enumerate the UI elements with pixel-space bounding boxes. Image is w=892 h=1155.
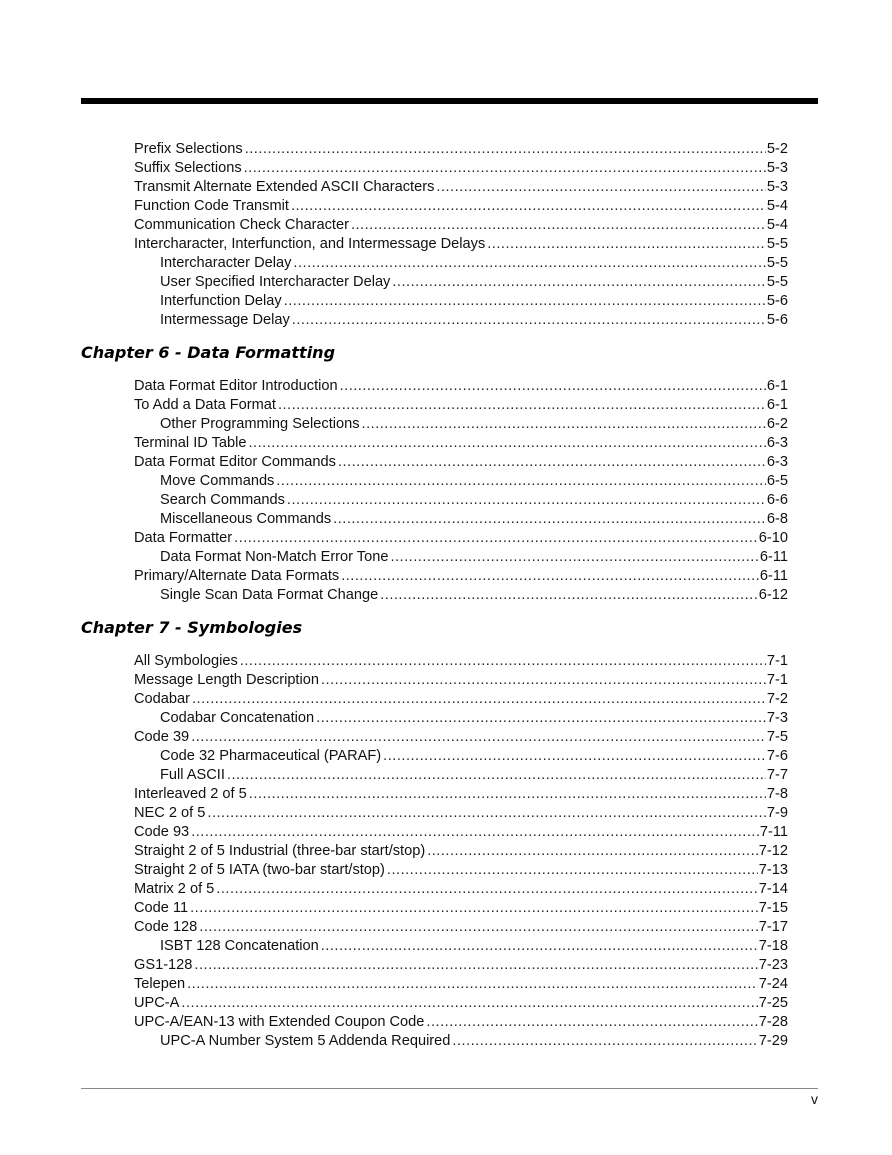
toc-entry-page: 7-5 [766,729,788,745]
toc-entry-page: 5-4 [766,217,788,233]
toc-entry[interactable] [81,292,788,311]
dot-leader [390,548,758,567]
toc-entry[interactable] [81,273,788,292]
toc-entry[interactable] [81,586,788,605]
toc-entry-title: GS1-128 [134,957,193,973]
dot-leader [341,567,759,586]
toc-entry-page: 7-6 [766,748,788,764]
toc-entry-page: 6-3 [766,454,788,470]
dot-leader [187,975,758,994]
toc-entry-title: Code 11 [134,900,189,916]
toc-entry-title: Codabar [134,691,190,707]
toc-entry[interactable] [81,690,788,709]
dot-leader [293,254,766,273]
toc-entry[interactable] [81,785,788,804]
toc-entry-title: Primary/Alternate Data Formats [134,568,340,584]
dot-leader [292,311,766,330]
toc-entry[interactable] [81,652,788,671]
toc-entry-page: 7-15 [758,900,788,916]
toc-entry[interactable] [81,254,788,273]
toc-entry-page: 5-2 [766,141,788,157]
toc-entry-title: Move Commands [160,473,275,489]
toc-entry-title: Prefix Selections [134,141,243,157]
toc-entry[interactable] [81,453,788,472]
toc-entry-page: 7-18 [758,938,788,954]
toc-entry[interactable] [81,918,788,937]
toc-entry[interactable] [81,956,788,975]
toc-entry-page: 5-6 [766,312,788,328]
toc-entry[interactable] [81,197,788,216]
dot-leader [427,842,758,861]
toc-entry-page: 7-23 [758,957,788,973]
dot-leader [387,861,758,880]
toc-entry-title: Telepen [134,976,186,992]
toc-entry-page: 6-5 [766,473,788,489]
toc-entry-title: Interfunction Delay [160,293,282,309]
toc-entry[interactable] [81,671,788,690]
toc-entry-page: 5-6 [766,293,788,309]
toc-entry-title: Code 93 [134,824,190,840]
toc-section [81,140,788,330]
toc-entry-title: All Symbologies [134,653,238,669]
toc-entry[interactable] [81,548,788,567]
toc-entry-page: 7-1 [766,672,788,688]
toc-entry[interactable] [81,861,788,880]
toc-entry[interactable] [81,510,788,529]
toc-entry[interactable] [81,216,788,235]
dot-leader [383,747,766,766]
toc-entry-title: Transmit Alternate Extended ASCII Characters [134,179,435,195]
dot-leader [487,235,766,254]
toc-entry-page: 6-1 [766,397,788,413]
dot-leader [284,292,766,311]
dot-leader [351,216,766,235]
dot-leader [340,377,766,396]
toc-entry-title: Interleaved 2 of 5 [134,786,247,802]
toc-entry-page: 7-2 [766,691,788,707]
dot-leader [234,529,758,548]
toc-entry-title: Terminal ID Table [134,435,247,451]
toc-entry[interactable] [81,804,788,823]
footer-rule [81,1088,818,1089]
toc-entry-page: 7-7 [766,767,788,783]
toc-entry-page: 6-2 [766,416,788,432]
toc-entry[interactable] [81,994,788,1013]
toc-entry-title: Miscellaneous Commands [160,511,332,527]
toc-entry[interactable] [81,842,788,861]
dot-leader [240,652,766,671]
toc-entry-page: 7-9 [766,805,788,821]
dot-leader [380,586,758,605]
toc-entry-title: Single Scan Data Format Change [160,587,379,603]
toc-entry-page: 6-12 [758,587,788,603]
toc-entry-title: Codabar Concatenation [160,710,315,726]
dot-leader [192,690,766,709]
toc-entry[interactable] [81,529,788,548]
dot-leader [316,709,766,728]
toc-entry[interactable] [81,311,788,330]
toc-entry-page: 7-12 [758,843,788,859]
toc-entry-title: Code 39 [134,729,190,745]
toc-entry-title: Data Formatter [134,530,233,546]
toc-entry-page: 6-6 [766,492,788,508]
dot-leader [321,937,758,956]
dot-leader [249,785,766,804]
dot-leader [244,159,766,178]
toc-entry-title: Search Commands [160,492,285,508]
top-rule [81,98,818,104]
chapter-heading: Chapter 7 - Symbologies [81,618,303,637]
toc-entry[interactable] [81,434,788,453]
toc-entry-page: 5-5 [766,274,788,290]
dot-leader [227,766,766,785]
dot-leader [245,140,766,159]
dot-leader [392,273,766,292]
toc-entry-page: 6-10 [758,530,788,546]
dot-leader [287,491,766,510]
toc-entry-title: User Specified Intercharacter Delay [160,274,391,290]
toc-entry-title: UPC-A/EAN-13 with Extended Coupon Code [134,1014,425,1030]
toc-entry[interactable] [81,1032,788,1051]
dot-leader [207,804,766,823]
dot-leader [426,1013,757,1032]
toc-entry-title: Intercharacter Delay [160,255,292,271]
toc-entry-title: Code 128 [134,919,198,935]
toc-entry-title: Data Format Non-Match Error Tone [160,549,389,565]
chapter-heading: Chapter 6 - Data Formatting [81,343,336,362]
toc-entry-title: Code 32 Pharmaceutical (PARAF) [160,748,382,764]
toc-entry-title: NEC 2 of 5 [134,805,206,821]
toc-entry-title: Intercharacter, Interfunction, and Intermessage Delays [134,236,486,252]
toc-entry[interactable] [81,728,788,747]
toc-entry-page: 7-13 [758,862,788,878]
toc-entry-title: Intermessage Delay [160,312,290,328]
toc-entry-page: 7-11 [759,824,788,840]
toc-entry-page: 6-3 [766,435,788,451]
toc-entry-title: Straight 2 of 5 Industrial (three-bar start/stop) [134,843,426,859]
toc-entry[interactable] [81,567,788,586]
toc-entry[interactable] [81,747,788,766]
toc-entry[interactable] [81,491,788,510]
dot-leader [436,178,766,197]
toc-entry-title: ISBT 128 Concatenation [160,938,319,954]
toc-entry-page: 6-8 [766,511,788,527]
toc-entry-page: 7-24 [758,976,788,992]
toc-entry-title: Matrix 2 of 5 [134,881,215,897]
dot-leader [216,880,757,899]
toc-entry-title: Other Programming Selections [160,416,360,432]
dot-leader [181,994,757,1013]
toc-entry-title: UPC-A Number System 5 Addenda Required [160,1033,451,1049]
dot-leader [338,453,766,472]
toc-entry[interactable] [81,766,788,785]
toc-entry[interactable] [81,235,788,254]
toc-entry-title: Data Format Editor Commands [134,454,336,470]
toc-entry[interactable] [81,899,788,918]
dot-leader [362,415,766,434]
toc-entry-title: Message Length Description [134,672,319,688]
toc-entry-title: Suffix Selections [134,160,242,176]
toc-entry[interactable] [81,140,788,159]
toc-entry[interactable] [81,415,788,434]
toc-entry-title: Data Format Editor Introduction [134,378,338,394]
toc-entry-page: 7-1 [766,653,788,669]
toc-entry-page: 7-29 [758,1033,788,1049]
dot-leader [278,396,766,415]
dot-leader [191,728,766,747]
toc-entry[interactable] [81,396,788,415]
dot-leader [276,472,766,491]
toc-entry-page: 7-28 [758,1014,788,1030]
table-of-contents [81,140,788,1051]
toc-entry-page: 6-1 [766,378,788,394]
toc-entry-page: 6-11 [759,549,788,565]
toc-entry-page: 7-8 [766,786,788,802]
toc-section [81,343,788,605]
toc-entry-page: 5-4 [766,198,788,214]
toc-entry-page: 5-5 [766,255,788,271]
page-number: v [811,1091,818,1107]
toc-entry[interactable] [81,880,788,899]
toc-entry-title: Communication Check Character [134,217,349,233]
toc-entry-title: UPC-A [134,995,180,1011]
dot-leader [194,956,757,975]
dot-leader [191,823,759,842]
toc-entry-title: Function Code Transmit [134,198,289,214]
dot-leader [452,1032,757,1051]
toc-entry[interactable] [81,178,788,197]
toc-entry[interactable] [81,377,788,396]
toc-section [81,618,788,1051]
toc-entry-page: 7-3 [766,710,788,726]
dot-leader [190,899,758,918]
dot-leader [248,434,765,453]
toc-entry-page: 5-3 [766,179,788,195]
toc-entry-page: 5-5 [766,236,788,252]
toc-entry-title: Straight 2 of 5 IATA (two-bar start/stop) [134,862,385,878]
toc-entry-page: 7-25 [758,995,788,1011]
toc-entry[interactable] [81,975,788,994]
toc-entry-title: Full ASCII [160,767,225,783]
dot-leader [199,918,757,937]
toc-entry[interactable] [81,472,788,491]
toc-entry[interactable] [81,159,788,178]
toc-entry-page: 7-14 [758,881,788,897]
toc-entry[interactable] [81,1013,788,1032]
toc-entry-page: 5-3 [766,160,788,176]
dot-leader [321,671,766,690]
toc-entry-page: 6-11 [759,568,788,584]
toc-entry-title: To Add a Data Format [134,397,276,413]
toc-entry[interactable] [81,823,788,842]
toc-entry[interactable] [81,937,788,956]
toc-entry[interactable] [81,709,788,728]
dot-leader [333,510,766,529]
dot-leader [291,197,766,216]
toc-entry-page: 7-17 [758,919,788,935]
